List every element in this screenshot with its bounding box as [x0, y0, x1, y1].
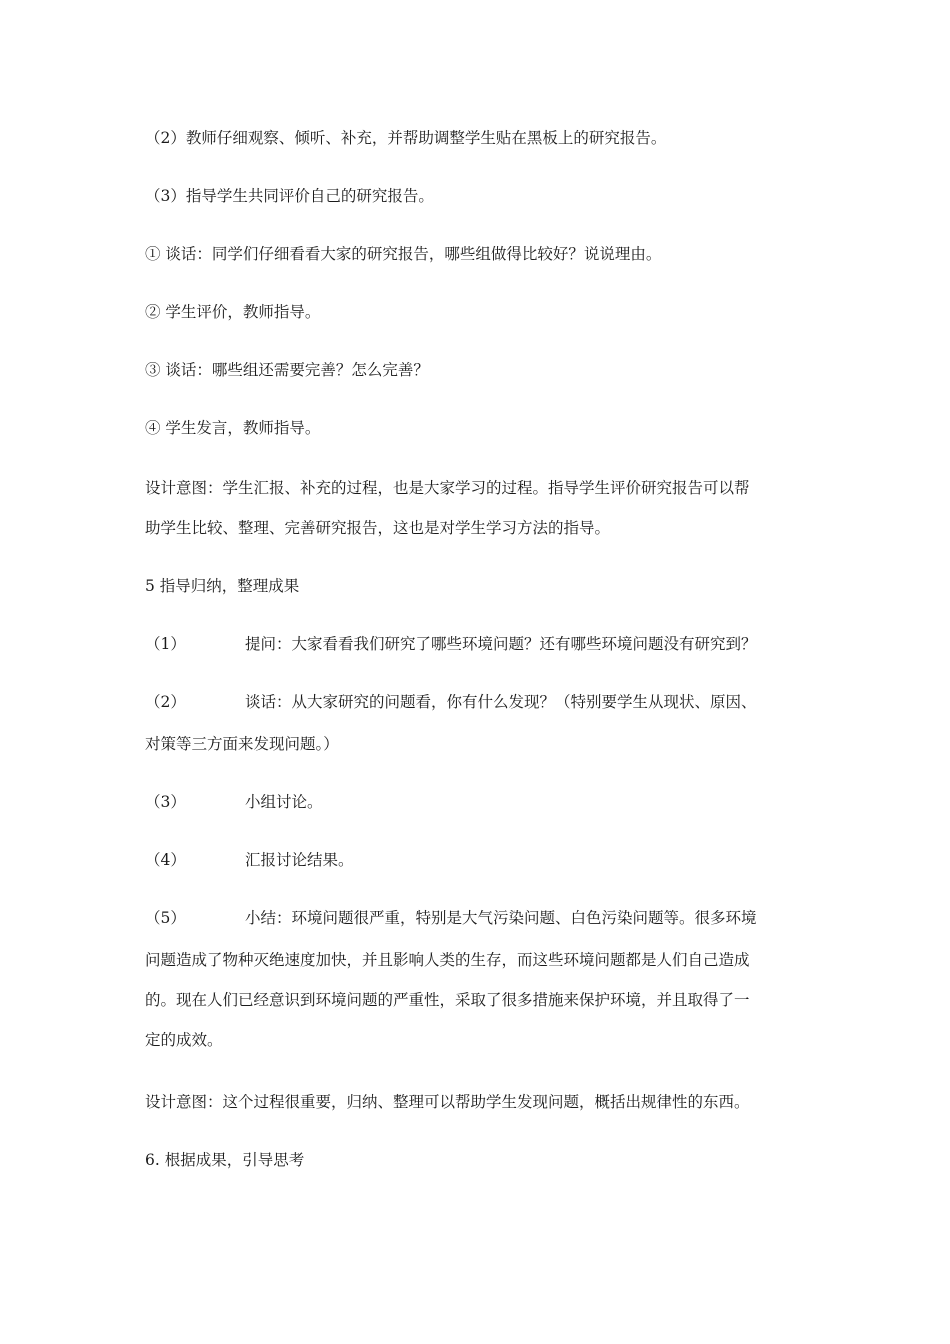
list-item-4 — [145, 850, 354, 870]
summary-line-3: 的。现在人们已经意识到环境问题的严重性，采取了很多措施来保护环境，并且取得了一 — [145, 991, 750, 1009]
list-item-3 — [145, 792, 323, 812]
section-heading-5: 5 指导归纳，整理成果 — [145, 577, 300, 595]
list-item-2 — [145, 692, 757, 712]
design-intent-1-line-1: 设计意图：学生汇报、补充的过程，也是大家学习的过程。指导学生评价研究报告可以帮 — [145, 479, 750, 497]
list-item-text: 汇报讨论结果。 — [245, 851, 354, 869]
paragraph-substep-4: ④ 学生发言，教师指导。 — [145, 419, 321, 437]
list-item-text: 谈话：从大家研究的问题看，你有什么发现？（特别要学生从现状、原因、 — [245, 693, 757, 711]
paragraph-substep-3: ③ 谈话：哪些组还需要完善？怎么完善？ — [145, 361, 429, 379]
list-item-text: 小结：环境问题很严重，特别是大气污染问题、白色污染问题等。很多环境 — [245, 909, 757, 927]
list-item-number: （2） — [145, 693, 186, 711]
list-item-text: 小组讨论。 — [245, 793, 323, 811]
list-item-number: （4） — [145, 851, 186, 869]
list-item-number: （5） — [145, 909, 186, 927]
list-item-text: 提问：大家看看我们研究了哪些环境问题？还有哪些环境问题没有研究到？ — [245, 635, 757, 653]
summary-line-2: 问题造成了物种灭绝速度加快，并且影响人类的生存，而这些环境问题都是人们自己造成 — [145, 951, 750, 969]
design-intent-1-line-2: 助学生比较、整理、完善研究报告，这也是对学生学习方法的指导。 — [145, 519, 611, 537]
design-intent-2: 设计意图：这个过程很重要，归纳、整理可以帮助学生发现问题，概括出规律性的东西。 — [145, 1093, 750, 1111]
paragraph-step-2-observe: （2）教师仔细观察、倾听、补充，并帮助调整学生贴在黑板上的研究报告。 — [145, 129, 667, 147]
summary-line-4: 定的成效。 — [145, 1031, 223, 1049]
paragraph-substep-2: ② 学生评价，教师指导。 — [145, 303, 321, 321]
list-item-2-continuation: 对策等三方面来发现问题。） — [145, 735, 339, 753]
list-item-number: （1） — [145, 635, 186, 653]
list-item-5 — [145, 908, 757, 928]
list-item-1 — [145, 634, 757, 654]
paragraph-substep-1: ① 谈话：同学们仔细看看大家的研究报告，哪些组做得比较好？说说理由。 — [145, 245, 662, 263]
list-item-number: （3） — [145, 793, 186, 811]
section-heading-6: 6. 根据成果，引导思考 — [145, 1151, 305, 1169]
paragraph-step-3-evaluate: （3）指导学生共同评价自己的研究报告。 — [145, 187, 434, 205]
